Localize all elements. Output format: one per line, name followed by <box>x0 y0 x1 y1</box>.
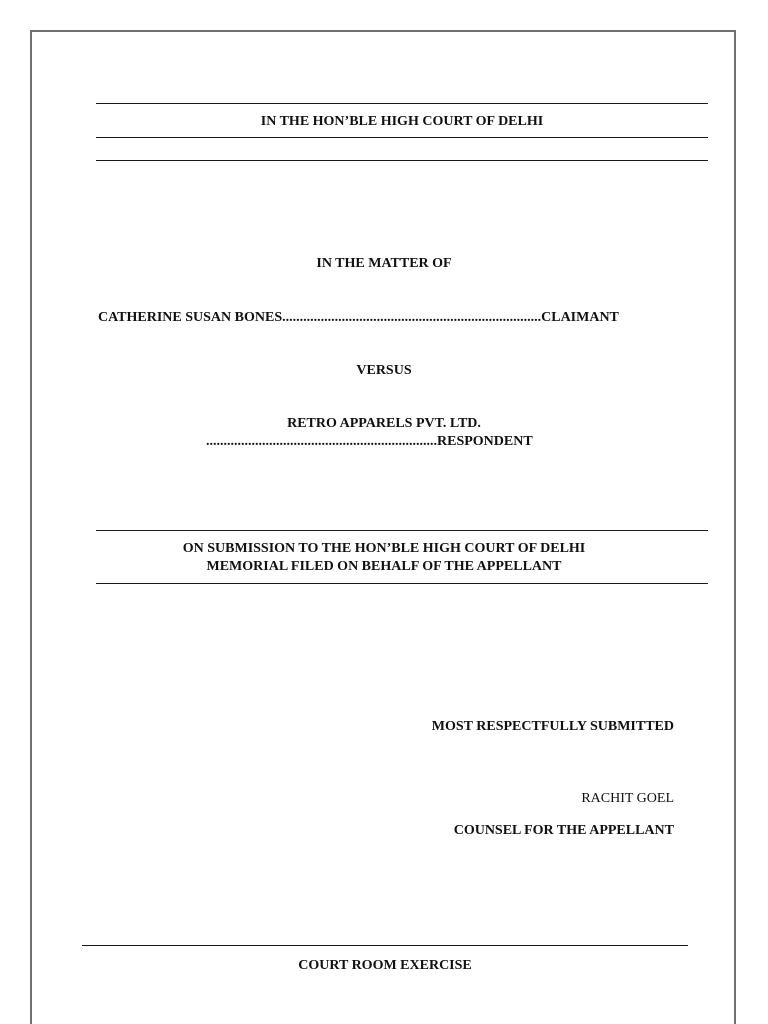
footer-text: COURT ROOM EXERCISE <box>298 958 472 973</box>
matter-heading: IN THE MATTER OF <box>316 256 452 271</box>
versus-label: VERSUS <box>356 363 412 378</box>
claimant-line: CATHERINE SUSAN BONES..........................................................................CLAIMANT <box>98 310 619 325</box>
counsel-name: RACHIT GOEL <box>581 791 674 806</box>
submission-top-rule <box>96 530 708 531</box>
submission-line-2: MEMORIAL FILED ON BEHALF OF THE APPELLANT <box>206 559 562 574</box>
submission-bottom-rule <box>96 583 708 584</box>
respondent-line: ..................................................................RESPONDENT <box>206 434 533 449</box>
submission-line-1: ON SUBMISSION TO THE HON’BLE HIGH COURT OF DELHI <box>182 541 586 556</box>
header-middle-rule <box>96 137 708 138</box>
court-title: IN THE HON’BLE HIGH COURT OF DELHI <box>260 114 544 129</box>
header-top-rule <box>96 103 708 104</box>
header-bottom-rule <box>96 160 708 161</box>
counsel-role: COUNSEL FOR THE APPELLANT <box>453 823 674 838</box>
page-frame <box>30 30 736 1024</box>
footer-rule <box>82 945 688 946</box>
submitted-label: MOST RESPECTFULLY SUBMITTED <box>431 719 674 734</box>
respondent-name: RETRO APPARELS PVT. LTD. <box>287 416 481 431</box>
